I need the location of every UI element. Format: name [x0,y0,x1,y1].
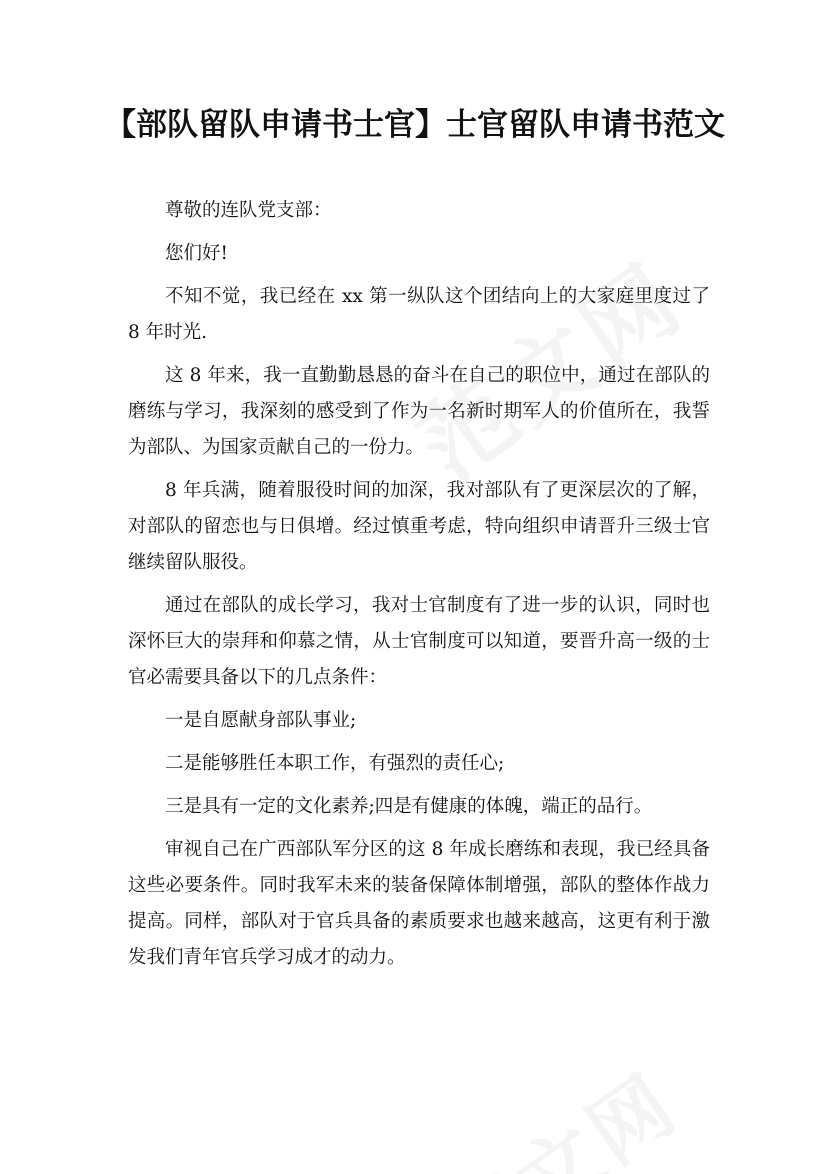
body-paragraph: 不知不觉，我已经在 xx 第一纵队这个团结向上的大家庭里度过了 8 年时光. [128,286,710,343]
greeting: 您们好! [165,243,228,264]
condition-item: 一是自愿献身部队事业; [165,710,357,731]
salutation: 尊敬的连队党支部： [165,200,332,221]
condition-item: 二是能够胜任本职工作，有强烈的责任心; [165,753,505,774]
document-body [128,193,710,983]
document-title: 【部队留队申请书士官】士官留队申请书范文 [105,107,725,143]
body-paragraph: 8 年兵满，随着服役时间的加深，我对部队有了更深层次的了解，对部队的留恋也与日俱增。经过慎重考虑，特向组织申请晋升三级士官继续留队服役。 [128,480,710,573]
condition-item: 三是具有一定的文化素养;四是有健康的体魄，端正的品行。 [165,796,653,817]
body-paragraph: 审视自己在广西部队军分区的这 8 年成长磨练和表现，我已经具备这些必要条件。同时我军未来的装备保障体制增强，部队的整体作战力提高。同样，部队对于官兵具备的素质要求也越来越高，这更有利于激发我们青年官兵学习成才的动力。 [128,839,710,968]
watermark [420,1041,697,1174]
body-paragraph: 通过在部队的成长学习，我对士官制度有了进一步的认识，同时也深怀巨大的崇拜和仰慕之情，从士官制度可以知道，要晋升高一级的士官必需要具备以下的几点条件： [128,595,710,688]
body-paragraph: 这 8 年来，我一直勤勤恳恳的奋斗在自己的职位中，通过在部队的磨练与学习，我深刻的感受到了作为一名新时期军人的价值所在，我誓为部队、为国家贡献自己的一份力。 [128,365,710,458]
